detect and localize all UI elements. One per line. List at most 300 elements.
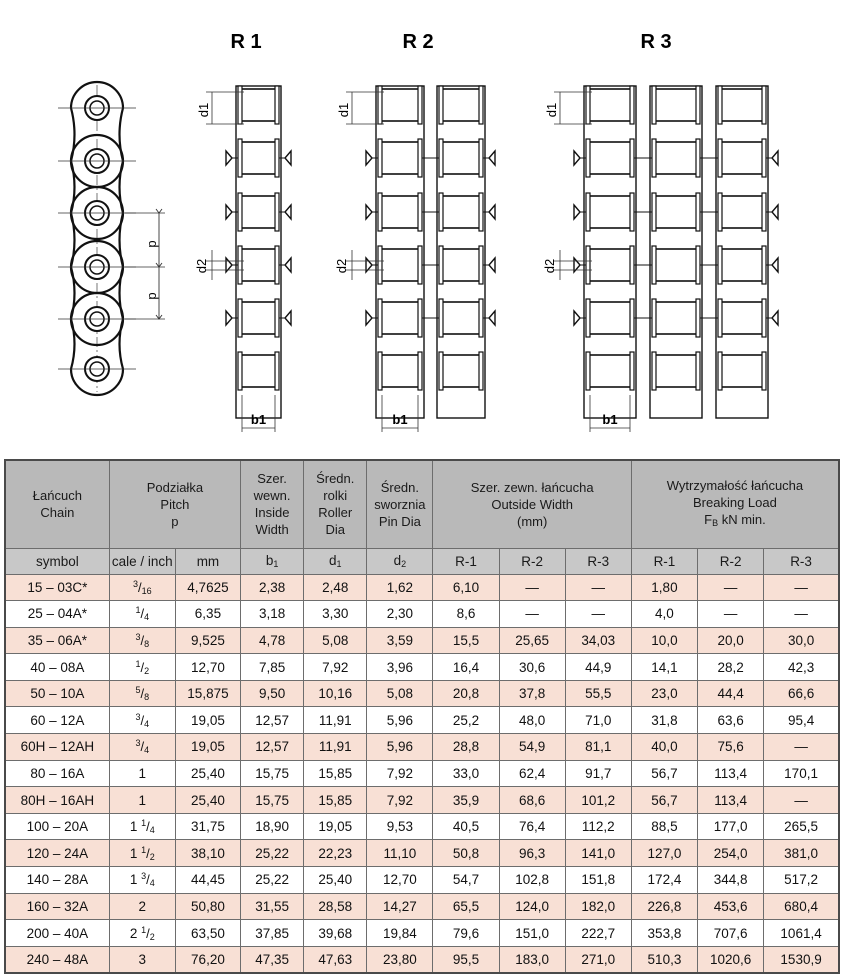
inner-plate [586, 299, 590, 337]
cell-d2: 2,30 [367, 601, 433, 628]
cell-bl1: 510,3 [631, 946, 697, 973]
r3-chain-top-view [542, 86, 778, 432]
roller-bushing [381, 355, 419, 387]
roller-bushing [655, 196, 697, 228]
table-row [5, 893, 839, 920]
outer-plate [378, 352, 382, 390]
cell-bl1: 14,1 [631, 654, 697, 681]
cell-bl3: — [764, 601, 839, 628]
inner-plate [696, 86, 700, 124]
b1-label: b1 [602, 412, 618, 427]
cell-d1: 25,40 [304, 867, 367, 894]
chain-spec-table-container [4, 459, 840, 973]
cell-ow2: 62,4 [499, 760, 565, 787]
outer-plate [652, 246, 656, 284]
outer-plate [696, 139, 700, 177]
cell-bl3: 95,4 [764, 707, 839, 734]
roller-bushing [589, 142, 631, 174]
roller-bushing [442, 196, 480, 228]
cell-symbol: 80H – 16AH [5, 787, 109, 814]
table-row [5, 601, 839, 628]
cell-bl1: 1,80 [631, 574, 697, 601]
cell-bl2: 113,4 [698, 760, 764, 787]
outer-plate [718, 352, 722, 390]
table-row [5, 840, 839, 867]
d2-label: d2 [334, 258, 349, 274]
cell-ow2: — [499, 601, 565, 628]
roller-bushing [442, 302, 480, 334]
cell-d2: 14,27 [367, 893, 433, 920]
cell-mm: 12,70 [175, 654, 240, 681]
cell-inch: 1 $^1$/4 [109, 813, 175, 840]
roller-bushing [655, 355, 697, 387]
outer-plate [378, 139, 382, 177]
roller-bushing [241, 89, 276, 121]
table-row [5, 654, 839, 681]
table-row [5, 946, 839, 973]
inner-plate [479, 193, 483, 231]
subheader-b1: $b_1$ [241, 548, 304, 574]
cell-d2: 12,70 [367, 867, 433, 894]
title-r1: R 1 [230, 31, 262, 53]
title-r3: R 3 [640, 31, 672, 53]
outer-plate [630, 352, 634, 390]
roller-bushing [442, 355, 480, 387]
subheader-inch: cale / inch [109, 548, 175, 574]
inner-plate [762, 299, 766, 337]
cell-b1: 12,57 [241, 734, 304, 761]
cell-d1: 28,58 [304, 893, 367, 920]
outer-plate [418, 352, 422, 390]
pin-head-right [285, 311, 291, 325]
inner-plate [238, 193, 242, 231]
cell-d1: 19,05 [304, 813, 367, 840]
cell-inch: 1 [109, 787, 175, 814]
cell-mm: 63,50 [175, 920, 240, 947]
outer-plate [238, 352, 242, 390]
cell-ow1: 95,5 [433, 946, 499, 973]
cell-inch: 1 $^3$/4 [109, 867, 175, 894]
roller-bushing [589, 355, 631, 387]
outer-plate [586, 352, 590, 390]
subheader-ow-r1: R-1 [433, 548, 499, 574]
inner-plate [586, 193, 590, 231]
chain-side-view [58, 82, 165, 395]
cell-b1: 25,22 [241, 867, 304, 894]
cell-b1: 47,35 [241, 946, 304, 973]
table-row [5, 867, 839, 894]
cell-inch: $^3$/16 [109, 574, 175, 601]
cell-ow2: 30,6 [499, 654, 565, 681]
cell-symbol: 35 – 06A* [5, 627, 109, 654]
cell-mm: 15,875 [175, 680, 240, 707]
d1-label: d1 [336, 102, 351, 118]
roller-bushing [241, 302, 276, 334]
cell-ow2: 48,0 [499, 707, 565, 734]
cell-bl2: 44,4 [698, 680, 764, 707]
pin-head-left [366, 205, 372, 219]
outer-plate [275, 139, 279, 177]
outer-plate [439, 246, 443, 284]
cell-bl2: 113,4 [698, 787, 764, 814]
title-r2: R 2 [402, 31, 434, 53]
table-row [5, 787, 839, 814]
cell-ow1: 15,5 [433, 627, 499, 654]
cell-symbol: 240 – 48A [5, 946, 109, 973]
cell-ow1: 65,5 [433, 893, 499, 920]
outer-plate [238, 139, 242, 177]
inner-plate [439, 299, 443, 337]
chain-spec-table-body [5, 574, 839, 973]
outer-plate [378, 246, 382, 284]
roller-bushing [589, 302, 631, 334]
cell-d2: 11,10 [367, 840, 433, 867]
cell-bl3: 42,3 [764, 654, 839, 681]
cell-ow1: 8,6 [433, 601, 499, 628]
b1-label: b1 [392, 412, 408, 427]
cell-symbol: 120 – 24A [5, 840, 109, 867]
pin-head-left [574, 311, 580, 325]
cell-bl1: 10,0 [631, 627, 697, 654]
inner-plate [652, 193, 656, 231]
roller-bushing [381, 249, 419, 281]
outer-plate [479, 139, 483, 177]
table-row [5, 627, 839, 654]
outer-plate [718, 139, 722, 177]
roller-bushing [721, 355, 763, 387]
cell-ow1: 33,0 [433, 760, 499, 787]
cell-b1: 4,78 [241, 627, 304, 654]
cell-b1: 31,55 [241, 893, 304, 920]
cell-inch: 2 [109, 893, 175, 920]
pin-head-left [226, 311, 232, 325]
roller-bushing [241, 355, 276, 387]
header-breaking-load-unit: $F_B$ kN min. [704, 511, 766, 528]
r2-chain-top-view [334, 86, 495, 432]
cell-symbol: 40 – 08A [5, 654, 109, 681]
inner-plate [652, 86, 656, 124]
roller-bushing [655, 89, 697, 121]
cell-mm: 25,40 [175, 760, 240, 787]
cell-bl2: 344,8 [698, 867, 764, 894]
header-pin-dia: Średn. sworznia Pin Dia [367, 460, 433, 548]
roller-bushing [655, 142, 697, 174]
header-pitch: Podziałka Pitch p [109, 460, 240, 548]
cell-mm: 31,75 [175, 813, 240, 840]
cell-d1: 15,85 [304, 787, 367, 814]
cell-ow1: 6,10 [433, 574, 499, 601]
cell-ow1: 40,5 [433, 813, 499, 840]
cell-mm: 19,05 [175, 707, 240, 734]
cell-ow3: 91,7 [565, 760, 631, 787]
pin-head-right [489, 151, 495, 165]
cell-bl2: 177,0 [698, 813, 764, 840]
cell-bl3: 381,0 [764, 840, 839, 867]
cell-b1: 18,90 [241, 813, 304, 840]
cell-ow2: 76,4 [499, 813, 565, 840]
b1-label: b1 [250, 412, 267, 427]
outer-plate [418, 139, 422, 177]
chain-technical-drawing [0, 0, 844, 452]
cell-symbol: 80 – 16A [5, 760, 109, 787]
roller-bushing [721, 89, 763, 121]
subheader-mm: mm [175, 548, 240, 574]
cell-b1: 2,38 [241, 574, 304, 601]
cell-ow3: 112,2 [565, 813, 631, 840]
roller-bushing [721, 142, 763, 174]
cell-inch: 1 [109, 760, 175, 787]
outer-plate [479, 352, 483, 390]
pitch-label: p [144, 292, 159, 300]
cell-b1: 12,57 [241, 707, 304, 734]
cell-bl2: 453,6 [698, 893, 764, 920]
outer-plate [275, 352, 279, 390]
cell-d1: 11,91 [304, 707, 367, 734]
roller-bushing [381, 196, 419, 228]
inner-plate [762, 86, 766, 124]
cell-bl3: 1530,9 [764, 946, 839, 973]
inner-plate [718, 86, 722, 124]
cell-ow2: 68,6 [499, 787, 565, 814]
cell-d2: 3,96 [367, 654, 433, 681]
subheader-ow-r3: R-3 [565, 548, 631, 574]
inner-plate [479, 299, 483, 337]
pin-head-right [772, 311, 778, 325]
cell-b1: 9,50 [241, 680, 304, 707]
inner-plate [275, 299, 279, 337]
cell-b1: 15,75 [241, 787, 304, 814]
roller-bushing [442, 89, 480, 121]
cell-bl2: 20,0 [698, 627, 764, 654]
inner-plate [275, 86, 279, 124]
cell-inch: $^1$/4 [109, 601, 175, 628]
header-chain: Łańcuch Chain [5, 460, 109, 548]
cell-d2: 19,84 [367, 920, 433, 947]
pin-head-right [489, 205, 495, 219]
cell-ow3: 141,0 [565, 840, 631, 867]
cell-b1: 25,22 [241, 840, 304, 867]
cell-symbol: 140 – 28A [5, 867, 109, 894]
cell-bl3: 66,6 [764, 680, 839, 707]
pin-head-right [285, 151, 291, 165]
cell-ow2: 96,3 [499, 840, 565, 867]
inner-plate [378, 193, 382, 231]
cell-d2: 23,80 [367, 946, 433, 973]
cell-ow1: 25,2 [433, 707, 499, 734]
cell-bl2: 75,6 [698, 734, 764, 761]
cell-bl1: 40,0 [631, 734, 697, 761]
cell-bl2: 1020,6 [698, 946, 764, 973]
header-outside-width: Szer. zewn. łańcucha Outside Width (mm) [433, 460, 631, 548]
outer-plate [275, 246, 279, 284]
cell-bl2: 707,6 [698, 920, 764, 947]
outer-plate [479, 246, 483, 284]
cell-inch: $^3$/8 [109, 627, 175, 654]
cell-ow2: 37,8 [499, 680, 565, 707]
cell-bl2: — [698, 601, 764, 628]
cell-bl3: 517,2 [764, 867, 839, 894]
cell-inch: $^3$/4 [109, 734, 175, 761]
cell-mm: 19,05 [175, 734, 240, 761]
cell-ow3: 71,0 [565, 707, 631, 734]
cell-ow3: 182,0 [565, 893, 631, 920]
cell-mm: 76,20 [175, 946, 240, 973]
outer-plate [696, 246, 700, 284]
cell-ow2: 25,65 [499, 627, 565, 654]
cell-d1: 7,92 [304, 654, 367, 681]
cell-ow3: — [565, 574, 631, 601]
pin-head-right [772, 205, 778, 219]
cell-bl1: 56,7 [631, 787, 697, 814]
d2-label: d2 [194, 258, 209, 274]
header-inside-width: Szer. wewn. Inside Width [241, 460, 304, 548]
outer-plate [238, 246, 242, 284]
cell-ow2: 183,0 [499, 946, 565, 973]
roller-bushing [442, 142, 480, 174]
cell-d1: 22,23 [304, 840, 367, 867]
pin-head-left [226, 151, 232, 165]
inner-plate [275, 193, 279, 231]
cell-bl1: 127,0 [631, 840, 697, 867]
pin-head-left [574, 151, 580, 165]
d2-label: d2 [542, 258, 557, 274]
inner-plate [418, 299, 422, 337]
cell-inch: $^3$/4 [109, 707, 175, 734]
cell-d2: 7,92 [367, 787, 433, 814]
cell-d1: 15,85 [304, 760, 367, 787]
inner-plate [630, 193, 634, 231]
cell-ow2: 54,9 [499, 734, 565, 761]
d1-label: d1 [196, 102, 211, 118]
cell-bl3: 265,5 [764, 813, 839, 840]
subheader-d2: $d_2$ [367, 548, 433, 574]
cell-d2: 5,96 [367, 707, 433, 734]
roller-bushing [241, 196, 276, 228]
inner-plate [238, 299, 242, 337]
pin-head-left [226, 205, 232, 219]
pin-head-right [285, 258, 291, 272]
cell-ow3: 55,5 [565, 680, 631, 707]
roller-bushing [381, 302, 419, 334]
r1-chain-top-view [194, 86, 291, 432]
cell-b1: 37,85 [241, 920, 304, 947]
cell-d2: 9,53 [367, 813, 433, 840]
cell-ow3: — [565, 601, 631, 628]
pin-head-right [489, 311, 495, 325]
cell-ow3: 271,0 [565, 946, 631, 973]
cell-ow3: 101,2 [565, 787, 631, 814]
cell-inch: $^1$/2 [109, 654, 175, 681]
cell-d1: 5,08 [304, 627, 367, 654]
inner-plate [696, 299, 700, 337]
outer-plate [586, 246, 590, 284]
pin-head-left [574, 205, 580, 219]
cell-d1: 3,30 [304, 601, 367, 628]
cell-symbol: 100 – 20A [5, 813, 109, 840]
table-row [5, 574, 839, 601]
roller-bushing [381, 142, 419, 174]
inner-plate [630, 86, 634, 124]
cell-symbol: 200 – 40A [5, 920, 109, 947]
cell-d2: 7,92 [367, 760, 433, 787]
cell-bl2: 28,2 [698, 654, 764, 681]
cell-bl1: 56,7 [631, 760, 697, 787]
outer-plate [630, 139, 634, 177]
pitch-label: p [144, 240, 159, 248]
roller-bushing [442, 249, 480, 281]
outer-plate [762, 139, 766, 177]
cell-bl1: 31,8 [631, 707, 697, 734]
table-row [5, 680, 839, 707]
roller-bushing [241, 142, 276, 174]
header-roller-dia: Średn. rolki Roller Dia [304, 460, 367, 548]
outer-plate [652, 139, 656, 177]
cell-bl1: 23,0 [631, 680, 697, 707]
cell-ow1: 79,6 [433, 920, 499, 947]
cell-ow1: 54,7 [433, 867, 499, 894]
roller-bushing [655, 249, 697, 281]
cell-bl1: 4,0 [631, 601, 697, 628]
inner-plate [439, 193, 443, 231]
roller-bushing [655, 302, 697, 334]
table-row [5, 920, 839, 947]
cell-symbol: 160 – 32A [5, 893, 109, 920]
d1-label: d1 [544, 102, 559, 118]
cell-bl3: 1061,4 [764, 920, 839, 947]
chain-diagram-svg [0, 0, 844, 452]
cell-mm: 50,80 [175, 893, 240, 920]
cell-mm: 38,10 [175, 840, 240, 867]
cell-bl1: 172,4 [631, 867, 697, 894]
inner-plate [630, 299, 634, 337]
pin-head-right [772, 258, 778, 272]
cell-b1: 7,85 [241, 654, 304, 681]
roller-bushing [381, 89, 419, 121]
inner-plate [696, 193, 700, 231]
cell-d1: 10,16 [304, 680, 367, 707]
table-row [5, 760, 839, 787]
cell-bl3: — [764, 574, 839, 601]
pin-head-right [772, 151, 778, 165]
table-row [5, 707, 839, 734]
inner-plate [418, 86, 422, 124]
roller-bushing [589, 249, 631, 281]
cell-mm: 4,7625 [175, 574, 240, 601]
pin-head-left [366, 311, 372, 325]
outer-plate [439, 139, 443, 177]
cell-b1: 15,75 [241, 760, 304, 787]
inner-plate [718, 193, 722, 231]
cell-bl3: 170,1 [764, 760, 839, 787]
roller-bushing [721, 249, 763, 281]
table-row [5, 813, 839, 840]
cell-ow3: 151,8 [565, 867, 631, 894]
cell-ow1: 20,8 [433, 680, 499, 707]
roller-bushing [241, 249, 276, 281]
cell-d2: 5,96 [367, 734, 433, 761]
cell-bl1: 226,8 [631, 893, 697, 920]
cell-d1: 47,63 [304, 946, 367, 973]
pin-head-right [285, 205, 291, 219]
cell-symbol: 15 – 03C* [5, 574, 109, 601]
header-breaking-load [631, 460, 839, 548]
cell-d2: 5,08 [367, 680, 433, 707]
cell-bl3: — [764, 734, 839, 761]
subheader-d1: $d_1$ [304, 548, 367, 574]
inner-plate [718, 299, 722, 337]
cell-bl3: — [764, 787, 839, 814]
cell-symbol: 60H – 12AH [5, 734, 109, 761]
